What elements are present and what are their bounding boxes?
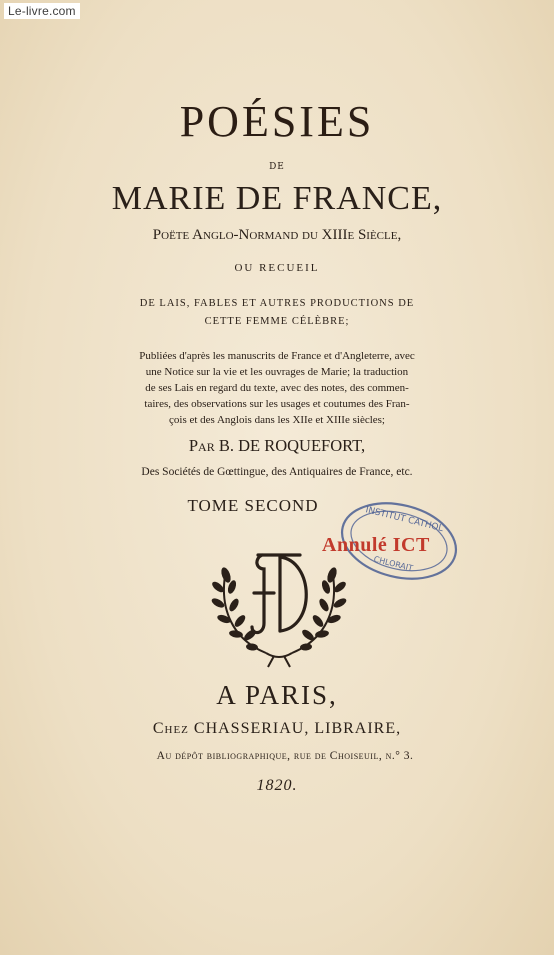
description-block [0, 348, 554, 428]
ou-recueil: OU RECUEIL [234, 262, 320, 274]
watermark-label: Le-livre.com [4, 3, 80, 19]
description-line: çois et des Anglois dans les XIIe et XIIIe siècles; [169, 414, 385, 426]
preposition-de: DE [269, 162, 285, 172]
description-line: de ses Lais en regard du texte, avec des notes, des commen- [145, 382, 409, 394]
author-subtitle: Poëte Anglo-Normand du XIIIe Siècle, [152, 227, 402, 243]
stamp-text-bottom: CHLORAIT [372, 554, 414, 574]
description-line: Publiées d'après les manuscrits de France et d'Angleterre, avec [139, 350, 415, 362]
publisher-name: Chez CHASSERIAU, LIBRAIRE, [152, 720, 402, 737]
monogram-laurel-icon [204, 535, 354, 670]
author-name: MARIE DE FRANCE, [111, 180, 443, 217]
publication-year: 1820. [256, 777, 298, 794]
cancelled-stamp: Annulé ICT [322, 534, 430, 556]
stamp-text-top: INSTITUT CATHOL [364, 505, 445, 535]
volume-label: TOME SECOND [187, 496, 319, 515]
publication-place: A PARIS, [216, 680, 338, 710]
description-line: taires, des observations sur les usages et coutumes des Fran- [144, 398, 410, 410]
description-line: une Notice sur la vie et les ouvrages de Marie; la traduction [145, 366, 409, 378]
depot-address: Au dépôt bibliographique, rue de Choiseuil, n.° 3. [156, 750, 414, 762]
editor-name: Par B. DE ROQUEFORT, [188, 436, 366, 455]
contents-line-1: DE LAIS, FABLES ET AUTRES PRODUCTIONS DE [139, 298, 415, 309]
book-title: POÉSIES [179, 97, 375, 146]
editor-affiliations: Des Sociétés de Gœttingue, des Antiquaires de France, etc. [141, 466, 413, 478]
contents-line-2: CETTE FEMME CÉLÈBRE; [204, 316, 350, 327]
